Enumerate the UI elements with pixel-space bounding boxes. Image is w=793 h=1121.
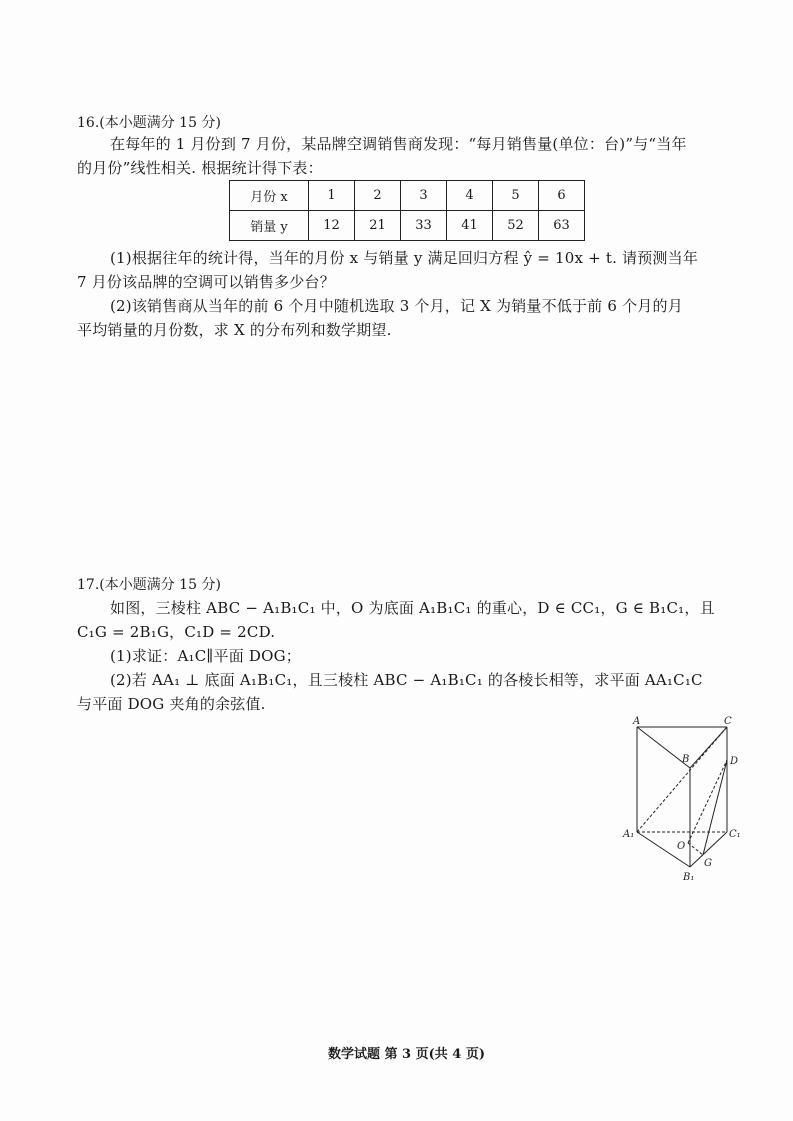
- table-cell: 3: [401, 181, 447, 211]
- label-A1: A₁: [623, 829, 635, 840]
- table-cell: 63: [539, 211, 585, 241]
- table-cell: 4: [447, 181, 493, 211]
- q17-part1: (1)求证：A₁C∥平面 DOG；: [110, 647, 301, 665]
- segment-DG: [703, 760, 727, 855]
- table-cell: 33: [401, 211, 447, 241]
- segment-A1C-hidden: [637, 727, 727, 832]
- sales-table: [229, 180, 585, 241]
- q16-intro-line-1: 在每年的 1 月份到 7 月份，某品牌空调销售商发现：“每月销售量(单位：台)”与“当年: [110, 135, 687, 153]
- q17-title: 17.(本小题满分 15 分): [77, 577, 221, 593]
- label-B1: B₁: [683, 872, 695, 883]
- table-cell: 5: [493, 181, 539, 211]
- prism-figure: [620, 710, 750, 885]
- label-G: G: [704, 858, 712, 869]
- table-cell: 12: [309, 211, 355, 241]
- label-A: A: [633, 716, 641, 727]
- table-row-sales: [230, 211, 585, 241]
- table-cell: 2: [355, 181, 401, 211]
- label-C1: C₁: [729, 829, 741, 840]
- q16-part2-line-2: 平均销量的月份数，求 X 的分布列和数学期望.: [77, 321, 392, 339]
- label-B: B: [682, 754, 690, 765]
- table-cell: 21: [355, 211, 401, 241]
- q16-part1-line-2: 7 月份该品牌的空调可以销售多少台？: [77, 273, 335, 291]
- q16-intro-line-2: 的月份”线性相关. 根据统计得下表：: [77, 159, 323, 177]
- table-cell: 6: [539, 181, 585, 211]
- segment-OD-hidden: [688, 760, 727, 843]
- q17-part2-line-2: 与平面 DOG 夹角的余弦值.: [77, 695, 266, 713]
- label-O: O: [677, 841, 686, 852]
- table-header-sales: 销量 y: [230, 211, 309, 241]
- table-cell: 41: [447, 211, 493, 241]
- table-cell: 52: [493, 211, 539, 241]
- table-row-months: [230, 181, 585, 211]
- q16-part1-line-1: (1)根据往年的统计得，当年的月份 x 与销量 y 满足回归方程 ŷ = 10x + t. 请预测当年: [110, 249, 699, 267]
- label-D: D: [730, 756, 739, 767]
- q17-line-2: C₁G = 2B₁G，C₁D = 2CD.: [77, 623, 276, 641]
- q16-title: 16.(本小题满分 15 分): [77, 115, 221, 131]
- table-header-month: 月份 x: [230, 181, 309, 211]
- q17-part2-line-1: (2)若 AA₁ ⊥ 底面 A₁B₁C₁，且三棱柱 ABC − A₁B₁C₁ 的各棱长相等，求平面 AA₁C₁C: [110, 671, 703, 689]
- page-footer: 数学试题 第 3 页(共 4 页): [328, 1047, 486, 1062]
- table-cell: 1: [309, 181, 355, 211]
- q17-line-1: 如图，三棱柱 ABC − A₁B₁C₁ 中，O 为底面 A₁B₁C₁ 的重心，D ∈ CC₁，G ∈ B₁C₁，且: [110, 599, 715, 617]
- q16-part2-line-1: (2)该销售商从当年的前 6 个月中随机选取 3 个月，记 X 为销量不低于前 6 个月的月: [110, 297, 683, 315]
- label-C: C: [724, 716, 732, 727]
